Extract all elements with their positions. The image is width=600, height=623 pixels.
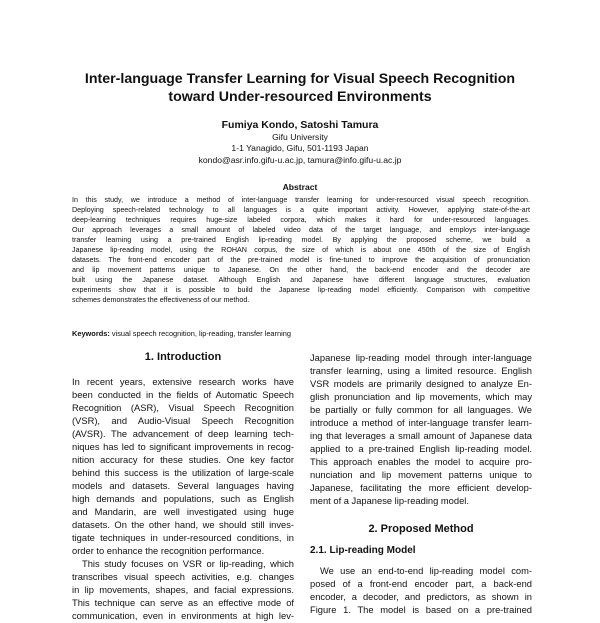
text-line: transcribes visual speech activities, e.g. changes — [72, 572, 294, 582]
text-line: In recent years, extensive research works have — [72, 377, 294, 387]
abstract-line: datasets. The front-end encoder part of the pre-trained model is fine-tuned to improve the acquisition of pronunciation — [72, 256, 530, 265]
abstract-line: built using the Japanese dataset. Although English and Japanese have different language structures, evaluation — [72, 276, 530, 285]
text-line: Figure 1. The model is based on a pre-trained — [310, 605, 532, 615]
title-line-2: toward Under-resourced Environments — [168, 89, 432, 105]
text-line: niques has led to significant improvements in recog- — [72, 442, 294, 452]
abstract-line: In this study, we introduce a method of inter-language transfer learning for under-resourced visual speech recognition. — [72, 196, 530, 204]
abstract-line: Deploying speech-related technology to all languages is a quite important activity. However, applying state-of-the-art — [72, 206, 530, 215]
text-line: and Mandarin, are well investigated using huge — [72, 507, 294, 517]
abstract-line: transfer learning using a pre-trained English lip-reading model. By applying the proposed scheme, we build a — [72, 236, 530, 245]
text-line: (AVSR). The advancement of deep learning tech- — [72, 429, 294, 439]
abstract-body — [72, 195, 530, 306]
text-line: This study focuses on VSR or lip-reading, which — [82, 559, 294, 569]
text-line: ment of a Japanese lip-reading model. — [310, 496, 469, 506]
text-line: communication, even in environments at high lev- — [72, 611, 294, 621]
text-line: nition accuracy for these studies. One key factor — [72, 455, 294, 465]
authors: Fumiya Kondo, Satoshi Tamura — [221, 119, 379, 131]
abstract-line: Japanese lip-reading model, using the ROHAN corpus, the size of which is about one 450th of the size of English — [72, 246, 530, 255]
abstract-line: and lip movement patterns unique to Japanese. On the other hand, the back-end encoder and the decoder are — [72, 266, 530, 275]
abstract-line: schemes demonstrates the effectiveness of our method. — [72, 296, 250, 305]
subsection-2-1-heading: 2.1. Lip-reading Model — [310, 545, 416, 556]
right-column — [310, 352, 532, 617]
address: 1-1 Yanagido, Gifu, 501-1193 Japan — [231, 143, 369, 154]
text-line: glish pronunciation and lip movements, which may — [310, 392, 532, 402]
abstract-line: Our approach leverages a small amount of labeled video data of the target language, and employs inter-language — [72, 226, 530, 235]
text-line: nunciation and lip movement patterns unique to — [310, 470, 532, 480]
right-paragraph-1 — [310, 352, 532, 508]
text-line: Japanese lip-reading model through inter-language — [310, 353, 532, 363]
left-column — [72, 350, 294, 623]
paper-title — [60, 70, 540, 106]
text-line: applied to a pre-trained English lip-reading model. — [310, 444, 532, 454]
text-line: This approach enables the model to acquire pro- — [310, 457, 532, 467]
text-line: introduce a method of inter-language transfer learn- — [310, 418, 532, 428]
keywords-text: visual speech recognition, lip-reading, transfer learning — [109, 329, 291, 338]
text-line: tigate techniques in under-resourced conditions, in — [72, 533, 294, 543]
text-line: be partially or fully common for all languages. We — [310, 405, 532, 415]
keywords-label: Keywords: — [72, 329, 110, 338]
affiliation: Gifu University — [272, 132, 328, 142]
emails: kondo@asr.info.gifu-u.ac.jp, tamura@info.gifu-u.ac.jp — [198, 154, 402, 165]
intro-paragraph-2 — [72, 558, 294, 623]
title-block — [60, 70, 540, 166]
text-line: (VSR), and Audio-Visual Speech Recognition — [72, 416, 294, 426]
title-line-1: Inter-language Transfer Learning for Visual Speech Recognition — [84, 71, 516, 87]
keywords — [72, 329, 530, 338]
text-line: in lip movements, shapes, and facial expressions. — [72, 585, 294, 595]
text-line: models and datasets. Several languages having — [72, 481, 294, 491]
text-line: been conducted in the fields of Automatic Speech — [72, 390, 294, 400]
text-line: behind this success is the utilization of large-scale — [72, 468, 294, 478]
text-line: This technique can serve as an effective mode of — [72, 598, 294, 608]
text-line: transfer learning, using a limited resource. English — [310, 366, 532, 376]
text-line: encoder, a decoder, and predictors, as shown in — [310, 592, 532, 602]
intro-paragraph-1 — [72, 376, 294, 558]
section-2-heading: 2. Proposed Method — [368, 523, 474, 535]
text-line: ing that leverages a small amount of Japanese data — [310, 431, 532, 441]
abstract-line: experiments show that it is possible to build the Japanese lip-reading model efficiently. Comparison with competitive — [72, 286, 530, 295]
abstract-heading: Abstract — [282, 182, 318, 192]
abstract-line: deep-learning techniques requires huge-size labeled corpora, which makes it hard for under-resourced languages. — [72, 216, 530, 225]
text-line: Recognition (ASR), Visual Speech Recognition — [72, 403, 294, 413]
text-line: high demands and populations, such as English — [72, 494, 294, 504]
text-line: VSR models are primarily designed to analyze En- — [310, 379, 532, 389]
right-paragraph-2 — [310, 565, 532, 617]
text-line: datasets. On the other hand, we should still inves- — [72, 520, 294, 530]
text-line: We use an end-to-end lip-reading model com- — [320, 566, 532, 576]
text-line: posed of a front-end encoder part, a back-end — [310, 579, 532, 589]
section-1-heading: 1. Introduction — [144, 351, 222, 363]
text-line: Japanese, facilitating the more efficient develop- — [310, 483, 532, 493]
text-line: order to enhance the recognition performance. — [72, 546, 265, 556]
